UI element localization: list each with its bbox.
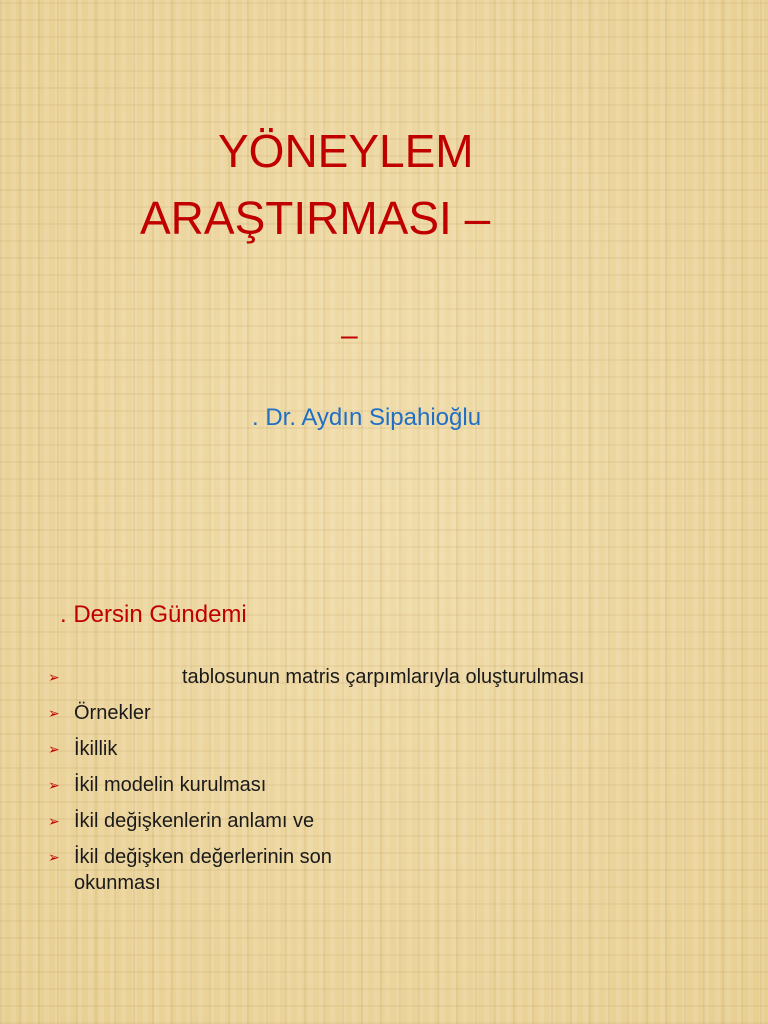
- arrow-bullet-icon: ➢: [48, 669, 60, 685]
- list-item: [48, 772, 728, 798]
- bullet-text: tablosunun matris çarpımlarıyla oluşturulması: [182, 666, 585, 688]
- agenda-heading: . Dersin Gündemi: [60, 601, 247, 628]
- subtitle-dash: –: [341, 319, 358, 352]
- bullet-text: Örnekler: [74, 702, 151, 724]
- list-item: [48, 664, 728, 690]
- list-item: [48, 844, 728, 896]
- arrow-bullet-icon: ➢: [48, 741, 60, 757]
- arrow-bullet-icon: ➢: [48, 849, 60, 865]
- arrow-bullet-icon: ➢: [48, 813, 60, 829]
- list-item: [48, 736, 728, 762]
- arrow-bullet-icon: ➢: [48, 777, 60, 793]
- list-item: [48, 808, 728, 834]
- agenda-list: [48, 664, 728, 906]
- list-item: [48, 700, 728, 726]
- bullet-text: İkillik: [74, 738, 118, 760]
- bullet-text: İkil modelin kurulması: [74, 774, 267, 796]
- author-name: . Dr. Aydın Sipahioğlu: [252, 404, 482, 431]
- bullet-text: İkil değişkenlerin anlamı ve: [74, 810, 315, 832]
- arrow-bullet-icon: ➢: [48, 705, 60, 721]
- title-line-2: ARAŞTIRMASI –: [140, 192, 491, 244]
- bullet-text: İkil değişken değerlerinin son okunması: [74, 846, 332, 894]
- title-line-1: YÖNEYLEM: [218, 125, 474, 177]
